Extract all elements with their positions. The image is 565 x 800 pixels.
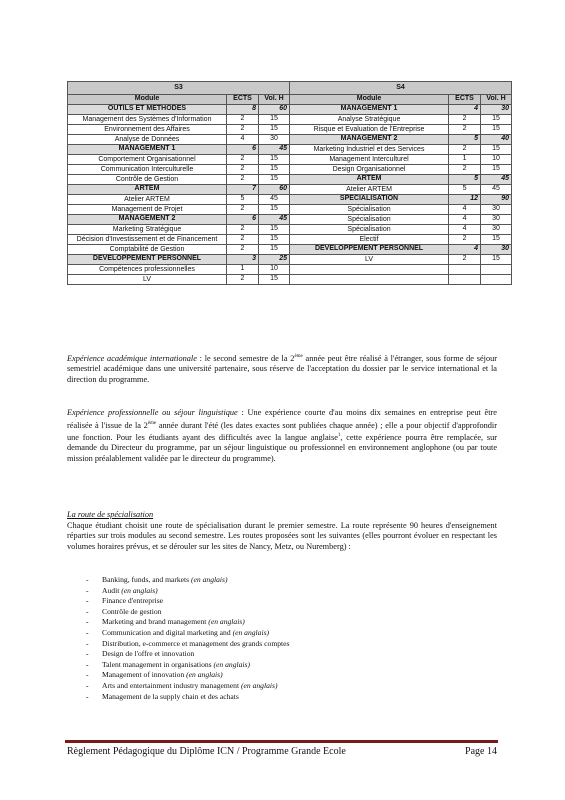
course-name: Spécialisation: [290, 225, 449, 235]
paragraph-text: année durant l'été (les dates exactes sont publiées chaque année) ; elle a pour objectif d'approfondir une fonction. Pour les étudiants ayant des difficultés avec la langue anglaise: [67, 420, 497, 442]
course-ects: 2: [227, 205, 259, 215]
dash-bullet: -: [86, 649, 89, 659]
route-label: Communication and digital marketing and: [102, 627, 231, 637]
empty-cell: [449, 265, 481, 275]
course-volume: 15: [259, 125, 290, 135]
course-name: Design Organisationnel: [290, 165, 449, 175]
table-row: [68, 195, 512, 205]
course-name: Contrôle de Gestion: [68, 175, 227, 185]
course-ects: 2: [227, 155, 259, 165]
module-group-name: OUTILS ET METHODES: [68, 105, 227, 115]
course-ects: 2: [449, 165, 481, 175]
course-ects: 2: [227, 115, 259, 125]
group-ects: 5: [449, 175, 481, 185]
course-ects: 2: [227, 125, 259, 135]
col-vol-s4: Vol. H: [481, 95, 512, 105]
route-language-note: (en anglais): [191, 575, 228, 584]
module-group-name: MANAGEMENT 1: [68, 145, 227, 155]
course-volume: 15: [481, 145, 512, 155]
course-ects: 4: [449, 205, 481, 215]
route-label: Design de l'offre et innovation: [102, 649, 195, 659]
paragraph-title: Expérience professionnelle ou séjour linguistique: [67, 408, 238, 417]
table-row: [68, 145, 512, 155]
course-volume: 15: [481, 255, 512, 265]
course-volume: 15: [481, 125, 512, 135]
group-ects: 6: [227, 215, 259, 225]
table-row: [68, 215, 512, 225]
paragraph-text: : Une expérience courte d'au moins dix semaines en entreprise peut être réalisée à l'issue de la 2: [67, 408, 497, 430]
course-ects: 2: [449, 115, 481, 125]
course-volume: 15: [259, 225, 290, 235]
course-volume: 10: [259, 265, 290, 275]
course-ects: 2: [449, 235, 481, 245]
dash-bullet: -: [86, 627, 89, 637]
course-ects: 2: [227, 245, 259, 255]
course-name: Management Interculturel: [290, 155, 449, 165]
route-item: [86, 596, 506, 607]
paragraph-title: Expérience académique internationale: [67, 353, 197, 363]
course-volume: 30: [481, 225, 512, 235]
empty-cell: [481, 275, 512, 285]
module-group-name: DEVELOPPEMENT PERSONNEL: [68, 255, 227, 265]
dash-bullet: -: [86, 585, 89, 595]
course-name: Communication Interculturelle: [68, 165, 227, 175]
dash-bullet: -: [86, 680, 89, 690]
course-ects: 2: [227, 225, 259, 235]
course-name: Décision d'Investissement et de Financement: [68, 235, 227, 245]
course-volume: 15: [259, 115, 290, 125]
course-name: Marketing Industriel et des Services: [290, 145, 449, 155]
group-volume: 45: [259, 215, 290, 225]
course-volume: 15: [259, 155, 290, 165]
module-group-name: SPECIALISATION: [290, 195, 449, 205]
table-row: [68, 165, 512, 175]
table-row: [68, 275, 512, 285]
route-item: [86, 575, 506, 586]
paragraph-text: Chaque étudiant choisit une route de spécialisation durant le premier semestre. La route représente 90 heures d'enseignement réparties sur trois modules au second semestre. Les routes proposées sont les suivantes (elles pourront évoluer en respectant les volumes horaires prévus, et se dérouler sur les sites de Nancy, Metz, ou Nuremberg) :: [67, 520, 497, 551]
semester-s3-header: S3: [68, 82, 290, 95]
paragraph-professional: [67, 408, 497, 465]
course-name: Management de Projet: [68, 205, 227, 215]
table-row: [68, 155, 512, 165]
course-volume: 30: [481, 205, 512, 215]
group-volume: 45: [259, 145, 290, 155]
group-volume: 90: [481, 195, 512, 205]
routes-list: [86, 575, 506, 702]
course-name: Spécialisation: [290, 205, 449, 215]
route-item: [86, 649, 506, 660]
course-name: Compétences professionnelles: [68, 265, 227, 275]
dash-bullet: -: [86, 596, 89, 606]
empty-cell: [290, 275, 449, 285]
semester-s4-header: S4: [290, 82, 512, 95]
route-language-note: (en anglais): [232, 627, 270, 637]
course-ects: 2: [227, 275, 259, 285]
superscript: ème: [294, 354, 303, 359]
route-item: [86, 660, 506, 671]
course-name: Atelier ARTEM: [68, 195, 227, 205]
footnote-ref: 1: [337, 432, 341, 438]
curriculum-table: [67, 81, 512, 285]
course-name: Management des Systèmes d'Information: [68, 115, 227, 125]
group-volume: 60: [259, 105, 290, 115]
course-ects: 2: [227, 235, 259, 245]
course-name: Electif: [290, 235, 449, 245]
footer-rule: [65, 740, 498, 743]
route-language-note: (en anglais): [213, 659, 251, 669]
table-row: [68, 115, 512, 125]
dash-bullet: -: [86, 638, 89, 648]
table-row: [68, 205, 512, 215]
route-item: [86, 681, 506, 692]
col-module-s3: Module: [68, 95, 227, 105]
course-volume: 30: [481, 215, 512, 225]
course-ects: 2: [449, 255, 481, 265]
module-group-name: DEVELOPPEMENT PERSONNEL: [290, 245, 449, 255]
course-volume: 45: [259, 195, 290, 205]
course-name: Comportement Organisationnel: [68, 155, 227, 165]
table-row: [68, 235, 512, 245]
page-number: Page 14: [465, 746, 497, 757]
route-label: Arts and entertainment industry management: [102, 680, 240, 690]
course-volume: 15: [259, 235, 290, 245]
table-row: [68, 175, 512, 185]
course-name: Spécialisation: [290, 215, 449, 225]
course-volume: 30: [259, 135, 290, 145]
course-name: LV: [290, 255, 449, 265]
group-ects: 5: [449, 135, 481, 145]
group-volume: 30: [481, 105, 512, 115]
route-item: [86, 670, 506, 681]
course-volume: 15: [481, 235, 512, 245]
route-language-note: (en anglais): [208, 617, 245, 627]
dash-bullet: -: [86, 575, 89, 584]
col-module-s4: Module: [290, 95, 449, 105]
course-ects: 2: [449, 145, 481, 155]
route-item: [86, 692, 506, 703]
dash-bullet: -: [86, 606, 89, 616]
course-ects: 2: [227, 165, 259, 175]
footer-title: Règlement Pédagogique du Diplôme ICN / Programme Grande Ecole: [67, 746, 346, 757]
course-ects: 4: [449, 215, 481, 225]
course-volume: 45: [481, 185, 512, 195]
course-name: Analyse Stratégique: [290, 115, 449, 125]
course-ects: 2: [449, 125, 481, 135]
table-row: [68, 185, 512, 195]
course-volume: 15: [259, 245, 290, 255]
course-volume: 10: [481, 155, 512, 165]
module-group-name: MANAGEMENT 2: [290, 135, 449, 145]
col-vol-s3: Vol. H: [259, 95, 290, 105]
table-row: [68, 245, 512, 255]
route-item: [86, 639, 506, 650]
route-label: Banking, funds, and markets: [102, 575, 190, 584]
footer: [67, 746, 497, 757]
col-ects-s3: ECTS: [227, 95, 259, 105]
course-ects: 2: [227, 175, 259, 185]
course-name: Analyse de Données: [68, 135, 227, 145]
route-item: [86, 586, 506, 597]
table-body: [68, 105, 512, 285]
group-ects: 3: [227, 255, 259, 265]
course-ects: 4: [449, 225, 481, 235]
course-ects: 5: [449, 185, 481, 195]
dash-bullet: -: [86, 691, 89, 701]
empty-cell: [290, 265, 449, 275]
empty-cell: [449, 275, 481, 285]
group-ects: 6: [227, 145, 259, 155]
route-language-note: (en anglais): [240, 680, 278, 690]
course-ects: 1: [449, 155, 481, 165]
paragraph-text: année peut être réalisé à l'étranger, sous forme de séjour semestriel académique dans une université partenaire, sous réserve de l'acceptation du dossier par le service international et la direction du programme.: [67, 353, 498, 384]
course-name: Atelier ARTEM: [290, 185, 449, 195]
section-title: La route de spécialisation: [67, 510, 154, 519]
course-ects: 4: [227, 135, 259, 145]
empty-cell: [481, 265, 512, 275]
group-volume: 45: [481, 175, 512, 185]
course-volume: 15: [259, 275, 290, 285]
table-row: [68, 225, 512, 235]
table-row: [68, 105, 512, 115]
module-group-name: MANAGEMENT 1: [290, 105, 449, 115]
group-ects: 12: [449, 195, 481, 205]
group-ects: 4: [449, 105, 481, 115]
route-item: [86, 607, 506, 618]
course-volume: 15: [259, 175, 290, 185]
course-ects: 1: [227, 265, 259, 275]
superscript: ème: [147, 420, 157, 426]
module-group-name: ARTEM: [68, 185, 227, 195]
route-item: [86, 628, 506, 639]
group-volume: 60: [259, 185, 290, 195]
group-volume: 30: [481, 245, 512, 255]
module-group-name: MANAGEMENT 2: [68, 215, 227, 225]
col-ects-s4: ECTS: [449, 95, 481, 105]
table-row: [68, 265, 512, 275]
group-ects: 8: [227, 105, 259, 115]
course-volume: 15: [481, 165, 512, 175]
course-volume: 15: [259, 165, 290, 175]
route-label: Management de la supply chain et des achats: [102, 691, 239, 701]
dash-bullet: -: [86, 670, 89, 680]
paragraph-international: [67, 352, 497, 386]
route-label: Audit: [102, 585, 120, 595]
route-label: Distribution, e-commerce et management des grands comptes: [102, 638, 290, 648]
course-volume: 15: [259, 205, 290, 215]
dash-bullet: -: [86, 617, 89, 627]
route-label: Contrôle de gestion: [102, 606, 162, 616]
dash-bullet: -: [86, 659, 89, 669]
course-name: Marketing Stratégique: [68, 225, 227, 235]
course-name: LV: [68, 275, 227, 285]
route-language-note: (en anglais): [186, 670, 223, 680]
course-volume: 15: [481, 115, 512, 125]
table-row: [68, 255, 512, 265]
group-volume: 25: [259, 255, 290, 265]
group-ects: 4: [449, 245, 481, 255]
table-row: [68, 135, 512, 145]
paragraph-route: [67, 510, 497, 552]
route-label: Marketing and brand management: [102, 617, 207, 627]
route-label: Talent management in organisations: [102, 659, 212, 669]
paragraph-text: : le second semestre de la 2: [196, 353, 295, 363]
route-language-note: (en anglais): [121, 585, 158, 595]
course-name: Environnement des Affaires: [68, 125, 227, 135]
course-name: Risque et Evaluation de l'Entreprise: [290, 125, 449, 135]
course-ects: 5: [227, 195, 259, 205]
paragraph-text: , cette expérience pourra être remplacée, sur demande du Directeur du programme, par un séjour linguistique ou professionnel en environnement anglophone (ou par toute mission préalablement validée par le directeur du programme).: [67, 432, 497, 463]
module-group-name: ARTEM: [290, 175, 449, 185]
table-row: [68, 125, 512, 135]
route-item: [86, 617, 506, 628]
route-label: Finance d'entreprise: [102, 596, 164, 606]
group-ects: 7: [227, 185, 259, 195]
course-name: Comptabilité de Gestion: [68, 245, 227, 255]
group-volume: 40: [481, 135, 512, 145]
route-label: Management of innovation: [102, 670, 185, 680]
